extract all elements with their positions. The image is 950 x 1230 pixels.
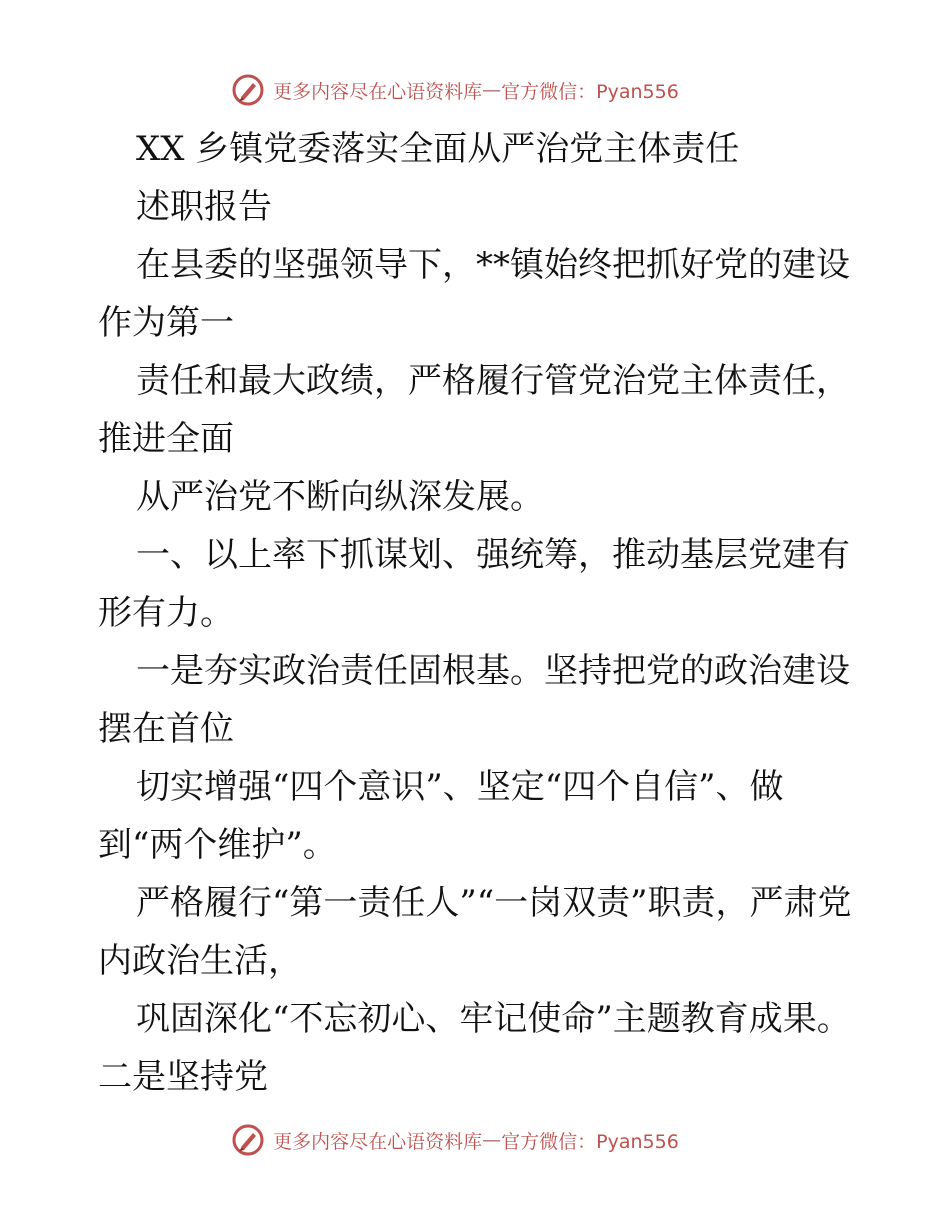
watermark-text: 更多内容尽在心语资料库 <box>273 1130 483 1153</box>
doc-paragraph: 巩固深化“不忘初心、牢记使命”主题教育成果。二是坚持党 <box>98 999 851 1097</box>
watermark-dash: — <box>482 79 502 101</box>
watermark-footer <box>0 1120 950 1160</box>
doc-paragraph: 严格履行“第一责任人”“一岗双责”职责，严肃党内政治生活， <box>98 883 852 981</box>
pen-logo-icon <box>231 73 265 107</box>
watermark-contact: 官方微信：Pyan556 <box>501 80 679 103</box>
document-body <box>98 120 858 1106</box>
doc-title-line1: XX 乡镇党委落实全面从严治党主体责任 <box>136 129 740 169</box>
watermark-text: 更多内容尽在心语资料库 <box>273 80 483 103</box>
doc-paragraph: 在县委的坚强领导下，**镇始终把抓好党的建设作为第一 <box>98 245 850 343</box>
doc-title-line2: 述职报告 <box>136 187 272 227</box>
doc-paragraph: 切实增强“四个意识”、坚定“四个自信”、做到“两个维护”。 <box>98 767 784 865</box>
doc-paragraph: 一是夯实政治责任固根基。坚持把党的政治建设摆在首位 <box>98 651 850 749</box>
watermark-dash: — <box>482 1129 502 1151</box>
pen-logo-icon <box>231 1123 265 1157</box>
doc-paragraph: 责任和最大政绩，严格履行管党治党主体责任，推进全面 <box>98 361 850 459</box>
watermark-header <box>0 70 950 110</box>
doc-paragraph: 从严治党不断向纵深发展。 <box>136 477 544 517</box>
watermark-contact: 官方微信：Pyan556 <box>501 1130 679 1153</box>
doc-section-heading: 一、以上率下抓谋划、强统筹，推动基层党建有形有力。 <box>98 535 850 633</box>
